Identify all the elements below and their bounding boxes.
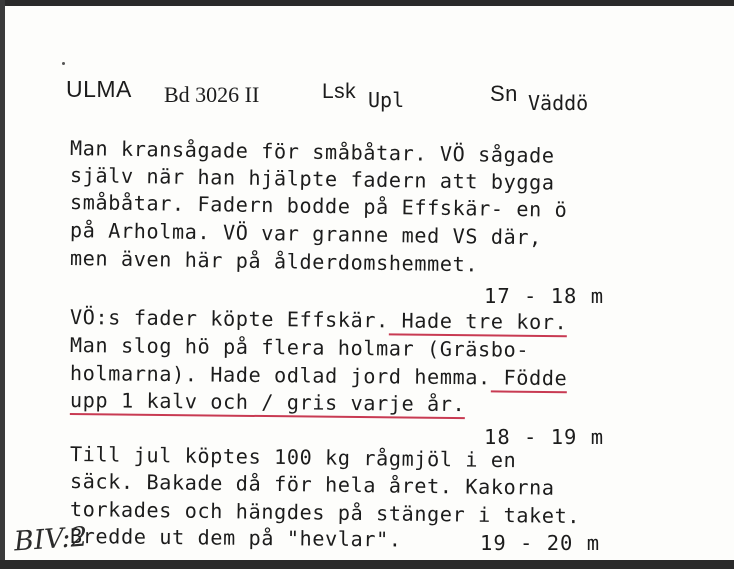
text-line: Bredde ut dem på "hevlar". [69,524,402,552]
province-value: Upl [368,88,405,112]
text-line [70,305,568,334]
card-edge-top [0,0,734,6]
card-edge-left [0,0,5,569]
text-line: småbåtar. Fadern bodde på Effskär- en ö [69,190,568,222]
speck [62,62,65,65]
minute-marker: 18 - 19 m [484,425,605,449]
card-edge-bottom [0,560,734,569]
record-number: Bd 3026 II [164,82,260,107]
text-line: torkades och hängdes på stänger i taket. [69,497,581,529]
text-segment: holmarna). Hade odlad jord hemma. [69,361,491,390]
text-line [70,361,568,390]
text-line: Man slog hö på flera holmar (Gräsbo- [69,333,530,362]
underlined-text: upp 1 kalv och / gris varje år. [70,388,466,419]
handwritten-code: BIV:2 [13,521,89,558]
text-line: på Arholma. VÖ var granne med VS där, [69,218,543,250]
parish-value: Väddö [528,91,589,115]
underlined-text: Hade tre kor. [389,308,568,337]
text-line: Till jul köptes 100 kg rågmjöl i en [69,442,517,473]
underlined-text: Födde [491,365,568,393]
minute-marker: 19 - 20 m [480,531,601,555]
text-segment: VÖ:s fader köpte Effskär. [69,305,389,333]
minute-marker: 17 - 18 m [484,284,605,308]
province-label: Lsk [322,80,357,103]
text-line: själv när han hjälpte fadern att bygga [69,163,555,195]
text-line: säck. Bakade då för hela året. Kakorna [69,469,555,500]
text-line: Man kransågade för småbåtar. VÖ sågade [69,136,555,168]
text-line [70,388,466,416]
archive-code: ULMA [66,76,132,102]
parish-label: Sn [490,81,518,106]
text-line: men även här på ålderdomshemmet. [69,246,479,277]
